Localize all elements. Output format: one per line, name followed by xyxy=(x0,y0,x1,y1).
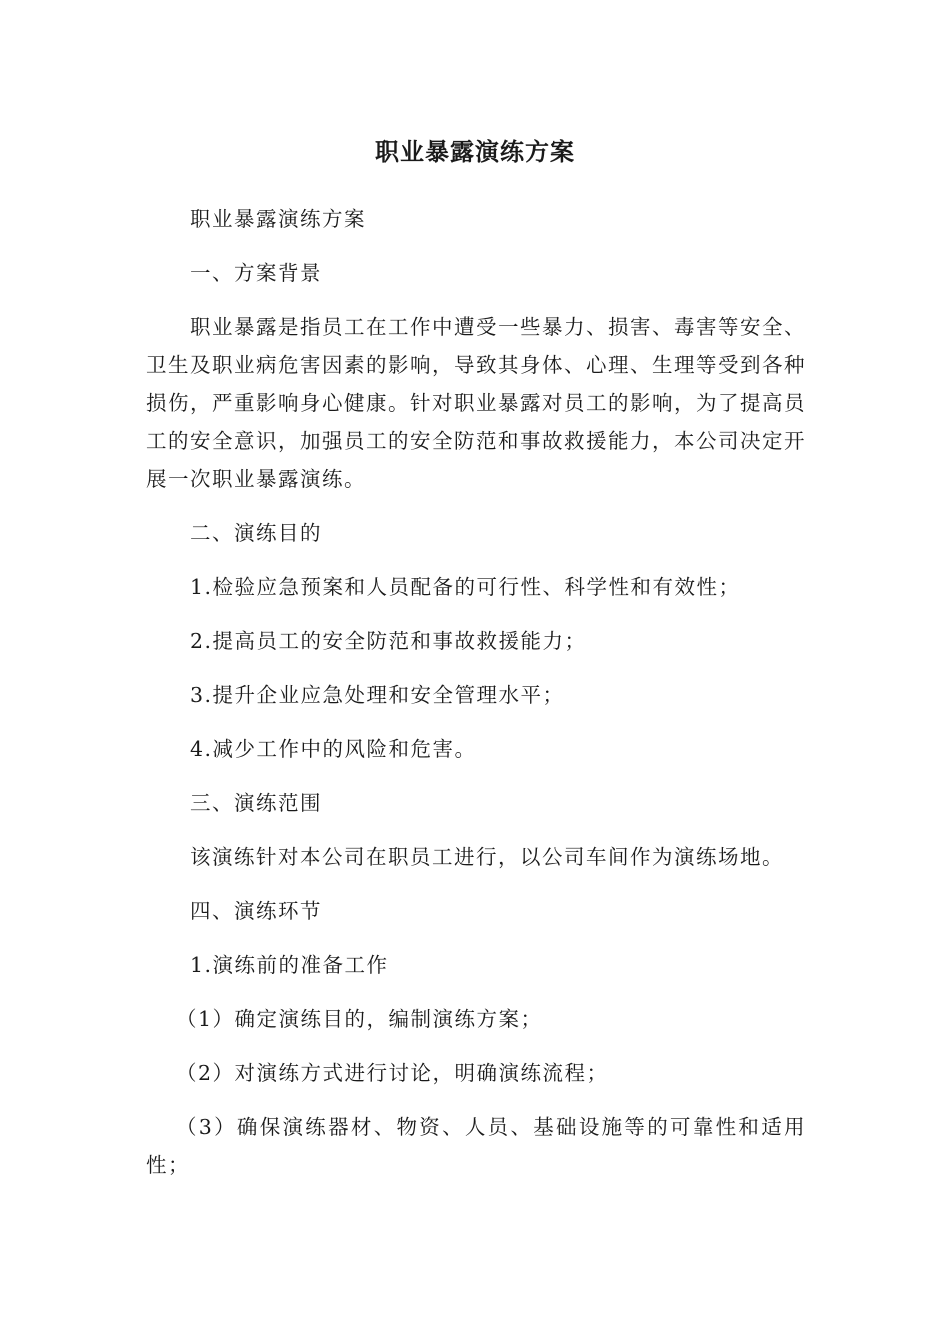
list-item-purpose-3: 3.提升企业应急处理和安全管理水平； xyxy=(190,683,565,707)
list-item-stage-1: 1.演练前的准备工作 xyxy=(190,953,389,977)
document-body xyxy=(146,200,806,1200)
heading-purpose: 二、演练目的 xyxy=(190,521,322,545)
list-item-purpose-2: 2.提高员工的安全防范和事故救援能力； xyxy=(190,629,587,653)
list-item-purpose-1: 1.检验应急预案和人员配备的可行性、科学性和有效性； xyxy=(190,575,741,599)
paragraph-background: 职业暴露是指员工在工作中遭受一些暴力、损害、毒害等安全、卫生及职业病危害因素的影响，导致其身体、心理、生理等受到各种损伤，严重影响身心健康。针对职业暴露对员工的影响，为了提高员工的安全意识，加强员工的安全防范和事故救援能力，本公司决定开展一次职业暴露演练。 xyxy=(146,315,806,491)
list-item-purpose-4: 4.减少工作中的风险和危害。 xyxy=(190,737,477,761)
sub-item-1: （1）确定演练目的，编制演练方案； xyxy=(176,1007,543,1031)
sub-item-2: （2）对演练方式进行讨论，明确演练流程； xyxy=(176,1061,609,1085)
heading-scope: 三、演练范围 xyxy=(190,791,322,815)
paragraph-scope: 该演练针对本公司在职员工进行，以公司车间作为演练场地。 xyxy=(190,845,784,869)
heading-background: 一、方案背景 xyxy=(190,261,322,285)
paragraph-subtitle: 职业暴露演练方案 xyxy=(190,207,366,231)
document-title: 职业暴露演练方案 xyxy=(375,138,575,166)
heading-stages: 四、演练环节 xyxy=(190,899,322,923)
sub-item-3: （3）确保演练器材、物资、人员、基础设施等的可靠性和适用性； xyxy=(146,1115,806,1177)
